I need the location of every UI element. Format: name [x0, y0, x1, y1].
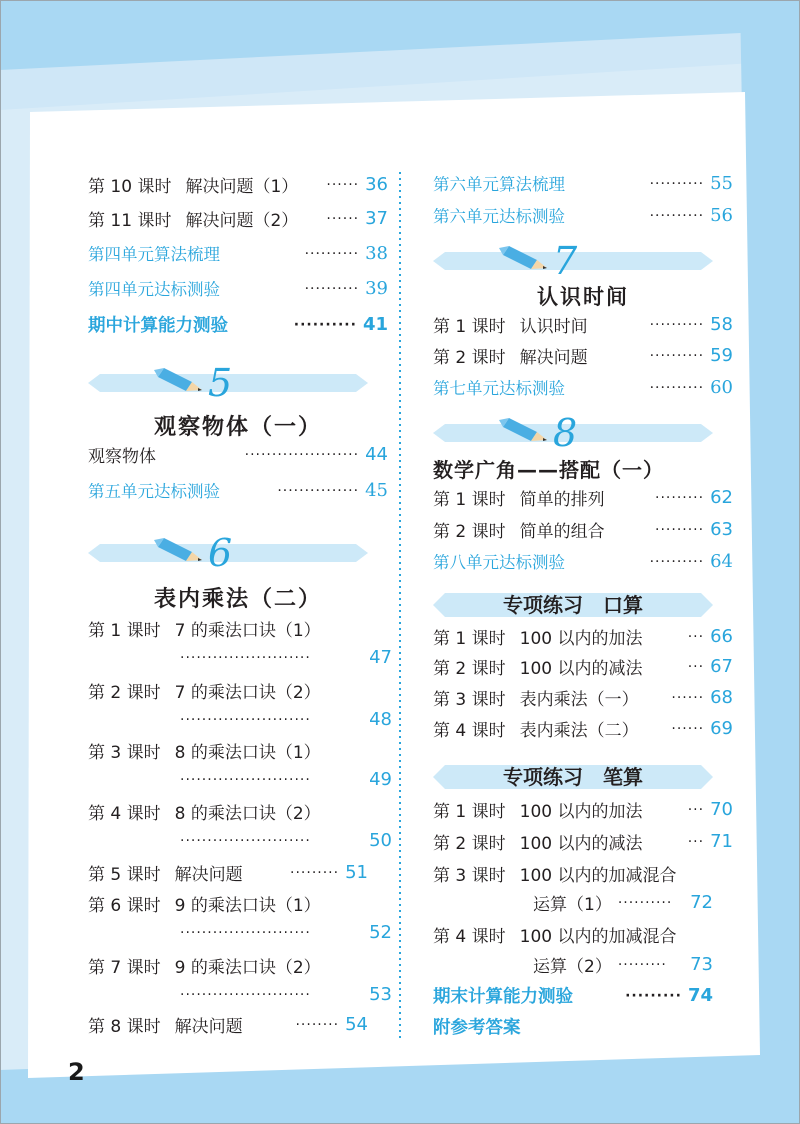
toc-entry[interactable] [88, 239, 388, 267]
leader-dots: ························ [180, 833, 311, 849]
entry-title: 期中计算能力测验 [88, 315, 228, 336]
entry-title-line2: 运算（1） [533, 894, 612, 915]
page-ref: 70 [710, 798, 733, 820]
entry-title: 100 以内的加减混合 [519, 926, 677, 947]
page-ref: 39 [365, 277, 388, 299]
entry-title: 简单的组合 [519, 521, 605, 542]
leader-dots: ·········· [649, 380, 705, 396]
page-ref: 60 [710, 376, 733, 398]
leader-dots: ··· [687, 629, 705, 645]
page-ref: 59 [710, 344, 733, 366]
toc-entry[interactable] [88, 676, 388, 704]
leader-dots: ······ [671, 690, 705, 706]
leader-dots: ······ [326, 177, 360, 193]
lesson-number: 第 2 课时 [433, 347, 506, 368]
entry-title: 100 以内的加法 [519, 801, 643, 822]
page-ref: 55 [710, 172, 733, 194]
lesson-number: 第 4 课时 [88, 803, 161, 824]
leader-dots: ··············· [277, 483, 360, 499]
entry-title: 第六单元达标测验 [433, 207, 565, 226]
unit-number: 7 [553, 239, 578, 280]
page-number: 2 [68, 1058, 85, 1086]
entry-title: 解决问题 [174, 1016, 243, 1037]
page-ref: 66 [710, 625, 733, 647]
toc-entry[interactable] [433, 652, 733, 680]
page-ref: 68 [710, 686, 733, 708]
lesson-number: 第 4 课时 [433, 926, 506, 947]
toc-entry[interactable] [88, 614, 388, 642]
entry-title: 第七单元达标测验 [433, 379, 565, 398]
toc-entry[interactable] [433, 547, 733, 575]
section-banner [433, 762, 713, 792]
unit-banner [88, 360, 388, 402]
entry-title: 100 以内的减法 [519, 658, 643, 679]
leader-dots: ························ [180, 712, 311, 728]
leader-dots: ·········· [649, 208, 705, 224]
leader-dots: ··· [687, 659, 705, 675]
lesson-number: 第 5 课时 [88, 864, 161, 885]
lesson-number: 第 3 课时 [433, 689, 506, 710]
toc-entry[interactable] [433, 310, 733, 338]
entry-title: 第六单元算法梳理 [433, 175, 565, 194]
page-ref: 52 [369, 921, 392, 943]
toc-entry[interactable] [433, 827, 733, 855]
page-ref: 73 [690, 953, 713, 975]
toc-entry[interactable] [433, 981, 713, 1009]
page-ref: 41 [362, 313, 388, 335]
lesson-number: 第 1 课时 [433, 801, 506, 822]
leader-dots: ········· [625, 988, 682, 1004]
left-column [88, 0, 392, 1124]
leader-dots: ························ [180, 987, 311, 1003]
toc-entry[interactable] [88, 274, 388, 302]
toc-entry[interactable] [433, 714, 733, 742]
toc-entry[interactable] [433, 483, 733, 511]
entry-title-line2: 运算（2） [533, 956, 612, 977]
page-ref: 36 [365, 173, 388, 195]
unit-title: 观察物体（一） [153, 415, 322, 440]
lesson-number: 第 1 课时 [433, 628, 506, 649]
page-ref: 49 [369, 768, 392, 790]
leader-dots: ·········· [649, 554, 705, 570]
toc-entry[interactable] [88, 889, 388, 917]
leader-dots: ········· [290, 865, 340, 881]
toc-entry[interactable] [433, 920, 733, 948]
leader-dots: ········· [655, 522, 705, 538]
leader-dots: ·········· [304, 281, 360, 297]
toc-entry[interactable] [88, 858, 368, 886]
section-banner [433, 590, 713, 620]
page-ref: 53 [369, 983, 392, 1005]
toc-entry[interactable] [433, 201, 733, 229]
leader-dots: ······ [326, 211, 360, 227]
entry-title: 8 的乘法口诀（1） [174, 742, 321, 763]
page-ref: 64 [710, 550, 733, 572]
leader-dots: ·········· [649, 176, 705, 192]
lesson-number: 第 1 课时 [88, 620, 161, 641]
leader-dots: ························ [180, 772, 311, 788]
lesson-number: 第 6 课时 [88, 895, 161, 916]
page-ref: 67 [710, 655, 733, 677]
right-column [433, 0, 733, 1124]
page-ref: 69 [710, 717, 733, 739]
toc-entry[interactable] [88, 440, 388, 468]
unit-title: 表内乘法（二） [153, 587, 322, 612]
toc-entry[interactable] [433, 795, 733, 823]
lesson-number: 第 2 课时 [433, 658, 506, 679]
entry-title: 附参考答案 [433, 1017, 521, 1038]
page-ref: 44 [365, 443, 388, 465]
page-ref: 37 [365, 207, 388, 229]
section-title: 专项练习 笔算 [503, 765, 643, 789]
unit-title: 认识时间 [537, 285, 629, 309]
leader-dots: ························ [180, 925, 311, 941]
toc-entry-continued[interactable] [533, 889, 713, 915]
entry-title: 8 的乘法口诀（2） [174, 803, 321, 824]
lesson-number: 第 10 课时 [88, 176, 172, 197]
toc-entry[interactable] [433, 683, 733, 711]
entry-title: 观察物体 [88, 446, 156, 467]
page-ref: 48 [369, 708, 392, 730]
page-ref: 50 [369, 829, 392, 851]
leader-dots: ·········· [617, 895, 673, 911]
leader-dots: ························ [180, 650, 311, 666]
leader-dots: ·········· [293, 317, 357, 333]
unit-banner [88, 530, 388, 572]
toc-entry[interactable] [88, 170, 388, 198]
toc-entry[interactable] [88, 736, 388, 764]
page-ref: 51 [345, 861, 368, 883]
leader-dots: ·········· [649, 348, 705, 364]
leader-dots: ········ [295, 1017, 340, 1033]
lesson-number: 第 1 课时 [433, 489, 506, 510]
page-ref: 72 [690, 891, 713, 913]
unit-number: 6 [208, 531, 233, 572]
entry-title: 表内乘法（一） [519, 689, 639, 710]
toc-entry-continued[interactable] [180, 919, 392, 945]
toc-entry[interactable] [88, 476, 388, 504]
toc-entry-continued[interactable] [180, 644, 392, 670]
lesson-number: 第 4 课时 [433, 720, 506, 741]
entry-title: 表内乘法（二） [519, 720, 639, 741]
page-ref: 45 [365, 479, 388, 501]
leader-dots: ········· [617, 957, 667, 973]
leader-dots: ··· [687, 834, 705, 850]
entry-title: 认识时间 [519, 316, 588, 337]
toc-entry[interactable] [88, 951, 388, 979]
toc-entry[interactable] [433, 515, 733, 543]
toc-entry-continued[interactable] [180, 706, 392, 732]
lesson-number: 第 7 课时 [88, 957, 161, 978]
lesson-number: 第 11 课时 [88, 210, 172, 231]
entry-title: 第五单元达标测验 [88, 482, 220, 501]
entry-title: 7 的乘法口诀（1） [174, 620, 321, 641]
toc-entry[interactable] [433, 341, 733, 369]
entry-title: 7 的乘法口诀（2） [174, 682, 321, 703]
lesson-number: 第 2 课时 [433, 521, 506, 542]
page-ref: 63 [710, 518, 733, 540]
lesson-number: 第 8 课时 [88, 1016, 161, 1037]
entry-title: 第八单元达标测验 [433, 553, 565, 572]
entry-title: 解决问题 [174, 864, 243, 885]
page-ref: 62 [710, 486, 733, 508]
unit-banner [433, 238, 733, 280]
leader-dots: ·········· [304, 246, 360, 262]
page-ref: 74 [687, 984, 713, 1006]
entry-title: 简单的排列 [519, 489, 605, 510]
toc-entry[interactable] [88, 797, 388, 825]
toc-entry[interactable] [88, 1010, 368, 1038]
page-ref: 58 [710, 313, 733, 335]
entry-title: 100 以内的加减混合 [519, 865, 677, 886]
lesson-number: 第 3 课时 [88, 742, 161, 763]
page-ref: 71 [710, 830, 733, 852]
page-ref: 54 [345, 1013, 368, 1035]
leader-dots: ·········· [649, 317, 705, 333]
unit-banner [433, 410, 733, 452]
page-ref: 56 [710, 204, 733, 226]
lesson-number: 第 3 课时 [433, 865, 506, 886]
toc-entry-continued[interactable] [180, 827, 392, 853]
toc-entry-continued[interactable] [533, 951, 713, 977]
entry-title: 解决问题（1） [185, 176, 299, 197]
leader-dots: ··· [687, 802, 705, 818]
toc-entry[interactable] [88, 204, 388, 232]
toc-entry-continued[interactable] [180, 981, 392, 1007]
lesson-number: 第 2 课时 [88, 682, 161, 703]
entry-title: 100 以内的加法 [519, 628, 643, 649]
entry-title: 第四单元算法梳理 [88, 245, 220, 264]
entry-title: 100 以内的减法 [519, 833, 643, 854]
toc-entry[interactable] [88, 310, 388, 338]
unit-title: 数学广角——搭配（一） [433, 458, 664, 482]
toc-entry-continued[interactable] [180, 766, 392, 792]
unit-number: 8 [553, 411, 578, 452]
unit-number: 5 [208, 361, 233, 402]
page-ref: 47 [369, 646, 392, 668]
toc-entry[interactable] [433, 622, 733, 650]
lesson-number: 第 2 课时 [433, 833, 506, 854]
entry-title: 9 的乘法口诀（1） [174, 895, 321, 916]
section-title: 专项练习 口算 [503, 593, 643, 617]
toc-entry-answers[interactable] [433, 1012, 733, 1040]
leader-dots: ········· [655, 490, 705, 506]
entry-title: 第四单元达标测验 [88, 280, 220, 299]
toc-entry[interactable] [433, 169, 733, 197]
entry-title: 9 的乘法口诀（2） [174, 957, 321, 978]
lesson-number: 第 1 课时 [433, 316, 506, 337]
page-ref: 38 [365, 242, 388, 264]
toc-entry[interactable] [433, 373, 733, 401]
leader-dots: ······ [671, 721, 705, 737]
toc-entry[interactable] [433, 859, 733, 887]
entry-title: 解决问题 [519, 347, 588, 368]
entry-title: 期末计算能力测验 [433, 986, 573, 1007]
leader-dots: ····················· [244, 447, 360, 463]
entry-title: 解决问题（2） [185, 210, 299, 231]
